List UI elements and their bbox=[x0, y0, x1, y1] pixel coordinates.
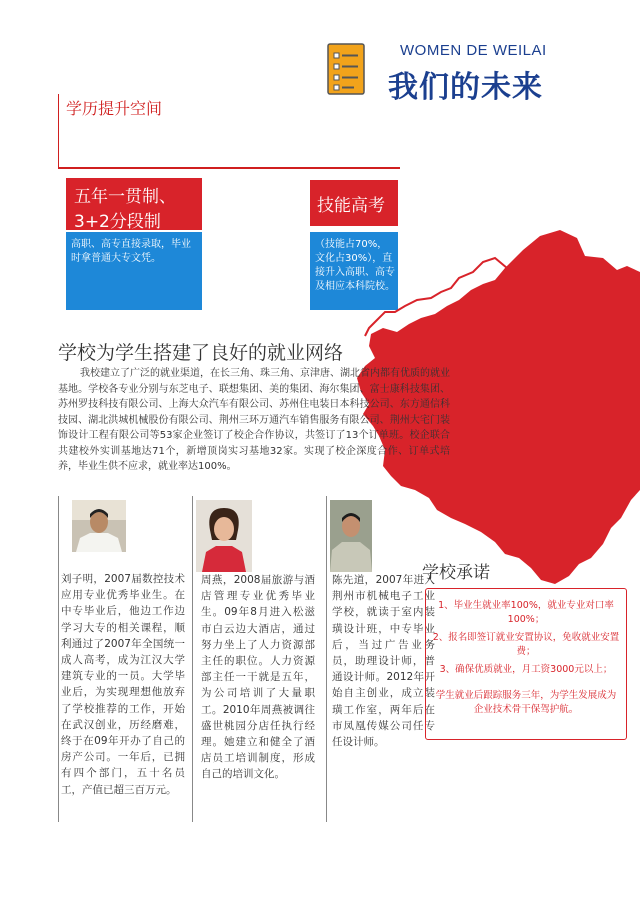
program-title-line2: 3+2分段制 bbox=[74, 212, 161, 232]
skills-exam-box-title bbox=[310, 180, 398, 226]
employment-network-title: 学校为学生搭建了良好的就业网络 bbox=[58, 342, 344, 364]
program-title-line1: 五年一贯制、 bbox=[74, 187, 176, 207]
promise-list bbox=[432, 599, 620, 717]
column-divider bbox=[326, 496, 327, 822]
graduate-photo bbox=[72, 500, 126, 552]
graduate-bio: 陈先道，2007年进入荆州市机械电子工业学校，就读于室内装璜设计班，中专毕业后，当过广告业务员，助理设计师，普通设计师。2012年开始自主创业，成立装璜工作室，两年后在市凤凰传媒公司任专任设计师。 bbox=[332, 574, 435, 749]
header-title-english: WOMEN DE WEILAI bbox=[400, 42, 547, 59]
graduate-bio: 周燕，2008届旅游与酒店管理专业优秀毕业生。09年8月进入松滋市白云边大酒店，通过努力坐上了人力资源部主任的职位。人力资源部主任一干就是五年，为公司培训了大量职工。2010年周燕被调往盛世桃园分店任执行经理。她建立和健全了酒店员工培训制度，形成自己的培训文化。 bbox=[201, 574, 315, 781]
header-title-chinese: 我们的未来 bbox=[388, 70, 543, 105]
graduate-photo bbox=[196, 500, 252, 572]
promise-item: 3、确保优质就业，月工资3000元以上； bbox=[439, 664, 613, 675]
promise-item: 1、毕业生就业率100%，就业专业对口率100%； bbox=[438, 600, 614, 625]
education-section-title: 学历提升空间 bbox=[66, 99, 163, 118]
program-box-title bbox=[66, 178, 202, 230]
skills-exam-title: 技能高考 bbox=[317, 196, 385, 216]
document-list-icon bbox=[326, 42, 370, 96]
program-box-description bbox=[66, 232, 202, 310]
program-description: 高职、高专直接录取，毕业时拿普通大专文凭。 bbox=[71, 239, 191, 264]
section-divider bbox=[58, 94, 59, 169]
column-divider bbox=[58, 496, 59, 822]
graduate-photo bbox=[330, 500, 372, 572]
employment-network-body: 我校建立了广泛的就业渠道，在长三角、珠三角、京津唐、湖北省内都有优质的就业基地。学校各专业分别与东芝电子、联想集团、美的集团、海尔集团、富士康科技集团、苏州罗技科技有限公司、上海大众汽车有限公司、苏州住电装日本科技公司、东方通信科技园、湖北洪城机械股份有限公司、荆州三环万通汽车销售服务有限公司、荆州大宅门装饰设计工程有限公司等53家企业签订了校企合作协议，共签订了13个订单班。校企联合共建校外实训基地达71个，新增顶岗实习基地32家。实现了校企深度合作、订单式培养，毕业生供不应求，就业率达100%。 bbox=[58, 368, 450, 472]
graduate-bio: 刘子明，2007届数控技术应用专业优秀毕业生。在中专毕业后，他边工作边学习大专的相关课程，顺利通过了2007年全国统一成人高考，成为江汉大学建筑专业的一员。大学毕业后，为实现理想他放弃了学校推荐的工作，开始在武汉创业，历经磨难，终于在09年开办了自己的房产公司。一年后，已拥有四个部门，五十名员工，产值已超三百万元。 bbox=[61, 573, 185, 796]
promise-box bbox=[425, 588, 627, 740]
promise-item: 2、报名即签订就业安置协议，免收就业安置费； bbox=[432, 632, 620, 657]
column-divider bbox=[192, 496, 193, 822]
skills-exam-description: （技能占70%，文化占30%），直接升入高职、高专及相应本科院校。 bbox=[315, 239, 395, 292]
promise-item: 学生就业后跟踪服务三年，为学生发展成为企业技术骨干保驾护航。 bbox=[435, 690, 617, 715]
section-divider bbox=[58, 167, 400, 169]
promise-section-title: 学校承诺 bbox=[422, 563, 490, 583]
